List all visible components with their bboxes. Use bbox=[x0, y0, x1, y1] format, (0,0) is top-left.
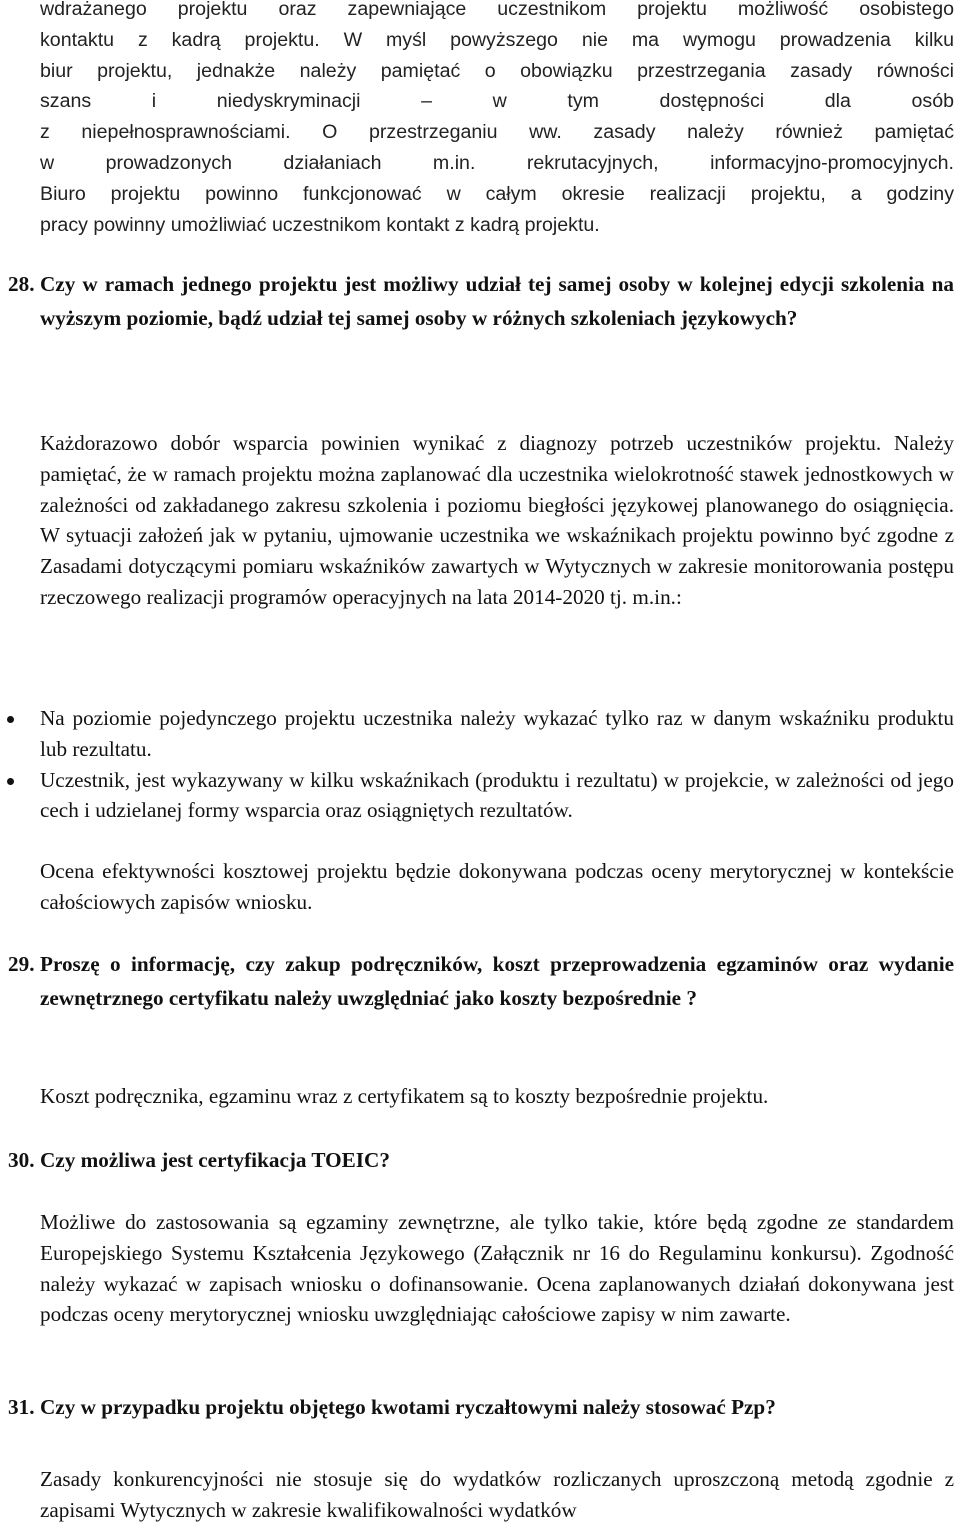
question-heading bbox=[8, 268, 954, 335]
intro-line: Biuro projektu powinno funkcjonować w całym okresie realizacji projektu, a godziny bbox=[40, 182, 954, 205]
question-number: 28. bbox=[8, 272, 35, 296]
bullet-dot-icon bbox=[7, 778, 14, 785]
intro-line: z niepełnosprawnościami. O przestrzeganiu ww. zasady należy również pamiętać bbox=[40, 121, 954, 144]
question-text: Czy możliwa jest certyfikacja TOEIC? bbox=[40, 1148, 390, 1172]
answer-29: Koszt podręcznika, egzaminu wraz z certyfikatem są to koszty bezpośrednie projektu. bbox=[40, 1084, 769, 1108]
bullet-item bbox=[40, 703, 954, 765]
bullet-text: Uczestnik, jest wykazywany w kilku wskaźnikach (produktu i rezultatu) w projekcie, w zależności od jego cech i udzielanej formy wsparcia oraz osiągniętych rezultatów. bbox=[40, 767, 954, 823]
intro-line: w prowadzonych działaniach m.in. rekrutacyjnych, informacyjno-promocyjnych. bbox=[40, 151, 954, 174]
intro-line: pracy powinny umożliwiać uczestnikom kontakt z kadrą projektu. bbox=[40, 213, 600, 236]
intro-line: szans i niedyskryminacji – w tym dostępności dla osób bbox=[40, 90, 954, 113]
question-29 bbox=[8, 948, 954, 1015]
answer-31: Zasady konkurencyjności nie stosuje się do wydatków rozliczanych uproszczoną metodą zgodnie z zapisami Wytycznych w zakresie kwalifikowalności wydatków bbox=[40, 1467, 954, 1522]
intro-paragraph bbox=[40, 0, 954, 240]
question-31 bbox=[8, 1391, 954, 1425]
question-heading bbox=[8, 1144, 954, 1178]
intro-line: kontaktu z kadrą projektu. W myśl powyższego nie ma wymogu prowadzenia kilku bbox=[40, 28, 954, 51]
bullet-text: Na poziomie pojedynczego projektu uczestnika należy wykazać tylko raz w danym wskaźniku produktu lub rezultatu. bbox=[40, 706, 954, 761]
question-number: 29. bbox=[8, 952, 35, 976]
question-heading bbox=[8, 1391, 954, 1425]
bullet-dot-icon bbox=[7, 716, 14, 723]
question-number: 31. bbox=[8, 1395, 35, 1419]
question-text: Czy w przypadku projektu objętego kwotami ryczałtowymi należy stosować Pzp? bbox=[40, 1395, 776, 1419]
intro-line: wdrażanego projektu oraz zapewniające uczestnikom projektu możliwość osobistego bbox=[40, 0, 954, 20]
answer-28: Każdorazowo dobór wsparcia powinien wynikać z diagnozy potrzeb uczestników projektu. Należy pamiętać, że w ramach projektu można zaplanować dla uczestnika wielokrotność stawek jednostkowych w zależności od zakładanego zakresu szkolenia i poziomu biegłości językowej planowanego do osiągnięcia. W sytuacji założeń jak w pytaniu, ujmowanie uczestnika we wskaźnikach projektu powinno być zgodne z Zasadami dotyczącymi pomiaru wskaźników zawartych w Wytycznych w zakresie monitorowania postępu rzeczowego realizacji programów operacyjnych na lata 2014-2020 tj. m.in.: bbox=[40, 431, 954, 609]
intro-line: biur projektu, jednakże należy pamiętać o obowiązku przestrzegania zasady równości bbox=[40, 59, 954, 82]
note-28: Ocena efektywności kosztowej projektu będzie dokonywana podczas oceny merytorycznej w kontekście całościowych zapisów wniosku. bbox=[40, 859, 954, 914]
answer-30: Możliwe do zastosowania są egzaminy zewnętrzne, ale tylko takie, które będą zgodne ze standardem Europejskiego Systemu Kształcenia Językowego (Załącznik nr 16 do Regulaminu konkursu). Zgodność należy wykazać w zapisach wniosku o dofinansowanie. Ocena zaplanowanych działań dokonywana jest podczas oceny merytorycznej wniosku uwzględniając całościowe zapisy w nim zawarte. bbox=[40, 1210, 954, 1327]
question-text: Czy w ramach jednego projektu jest możliwy udział tej samej osoby w kolejnej edycji szkolenia na wyższym poziomie, bądź udział tej samej osoby w różnych szkoleniach językowych? bbox=[40, 272, 954, 330]
question-28 bbox=[8, 268, 954, 335]
question-number: 30. bbox=[8, 1148, 35, 1172]
question-text: Proszę o informację, czy zakup podręczników, koszt przeprowadzenia egzaminów oraz wydanie zewnętrznego certyfikatu należy uwzględniać jako koszty bezpośrednie ? bbox=[40, 952, 954, 1010]
bullet-list bbox=[40, 703, 954, 826]
question-heading bbox=[8, 948, 954, 1015]
bullet-item bbox=[40, 765, 954, 827]
question-30 bbox=[8, 1144, 954, 1178]
